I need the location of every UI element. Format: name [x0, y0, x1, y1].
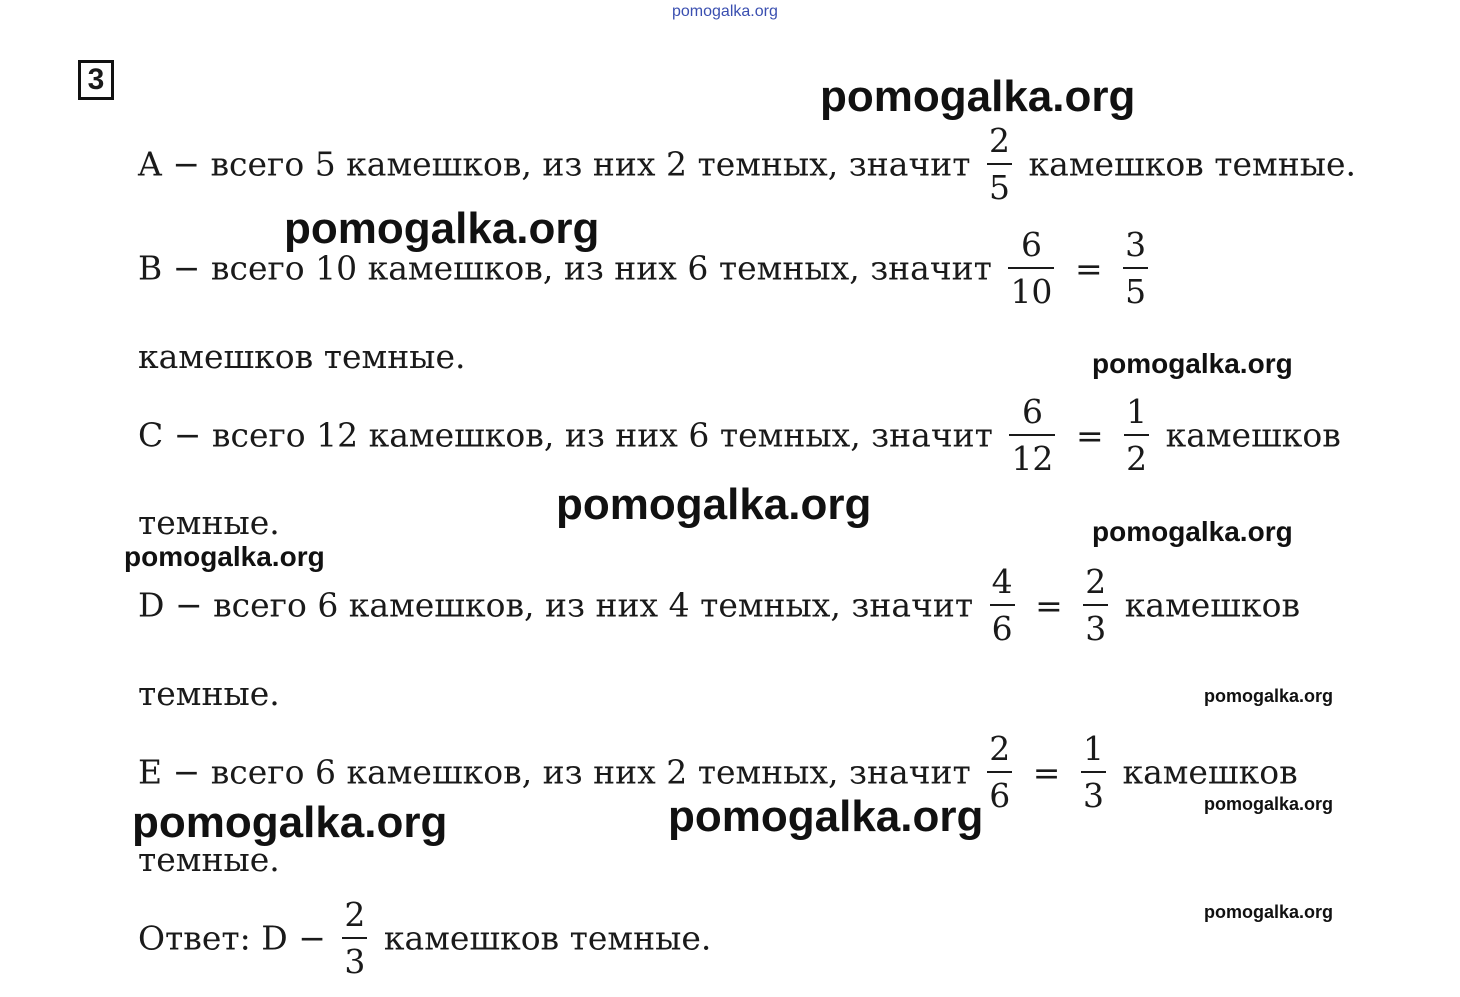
- line-b-continuation: камешков темные.: [138, 337, 466, 376]
- watermark: pomogalka.org: [1204, 794, 1334, 814]
- fraction-a: [987, 121, 1012, 207]
- line-a-text: A − всего 5 камешков, из них 2 темных, значит: [138, 144, 971, 184]
- fraction-b-1-numerator: 6: [1008, 228, 1054, 269]
- equals-sign: =: [1032, 752, 1061, 792]
- watermark: pomogalka.org: [668, 792, 984, 841]
- watermark: pomogalka.org: [1092, 348, 1293, 379]
- fraction-e-2: [1081, 729, 1106, 815]
- site-link[interactable]: pomogalka.org: [672, 3, 778, 20]
- answer-line: [138, 895, 712, 981]
- fraction-a-denominator: 5: [989, 168, 1011, 207]
- fraction-c-2-numerator: 1: [1124, 395, 1149, 436]
- watermark: pomogalka.org: [556, 480, 872, 529]
- answer-fraction-numerator: 2: [342, 898, 367, 939]
- fraction-d-1-denominator: 6: [991, 609, 1013, 648]
- fraction-e-2-numerator: 1: [1081, 732, 1106, 773]
- fraction-e-2-denominator: 3: [1082, 776, 1104, 815]
- line-d: [138, 562, 1301, 648]
- fraction-b-1-denominator: 10: [1010, 272, 1053, 311]
- line-c-continuation: темные.: [138, 503, 280, 542]
- fraction-d-2: [1083, 562, 1108, 648]
- fraction-d-2-denominator: 3: [1085, 609, 1107, 648]
- fraction-c-1-numerator: 6: [1009, 395, 1055, 436]
- line-c-text: C − всего 12 камешков, из них 6 темных, значит: [138, 415, 993, 455]
- fraction-b-2: [1123, 225, 1148, 311]
- line-e-text: E − всего 6 камешков, из них 2 темных, значит: [138, 752, 971, 792]
- watermark: pomogalka.org: [1204, 902, 1334, 922]
- line-d-continuation: темные.: [138, 674, 280, 713]
- line-b-text: B − всего 10 камешков, из них 6 темных, значит: [138, 248, 992, 288]
- line-a-tail: камешков темные.: [1028, 144, 1356, 184]
- equals-sign: =: [1075, 415, 1104, 455]
- line-e-tail: камешков: [1122, 752, 1298, 792]
- answer-fraction-denominator: 3: [344, 942, 366, 981]
- fraction-e-1-numerator: 2: [987, 732, 1012, 773]
- fraction-c-1: [1009, 392, 1055, 478]
- answer-fraction: [342, 895, 367, 981]
- fraction-d-2-numerator: 2: [1083, 565, 1108, 606]
- fraction-d-1-numerator: 4: [990, 565, 1015, 606]
- line-d-text: D − всего 6 камешков, из них 4 темных, значит: [138, 585, 974, 625]
- line-d-tail: камешков: [1124, 585, 1301, 625]
- fraction-e-1: [987, 729, 1012, 815]
- watermark: pomogalka.org: [132, 798, 448, 847]
- line-c: [138, 392, 1341, 478]
- equals-sign: =: [1074, 248, 1103, 288]
- fraction-d-1: [990, 562, 1015, 648]
- fraction-b-1: [1008, 225, 1054, 311]
- fraction-c-1-denominator: 12: [1011, 439, 1054, 478]
- fraction-c-2: [1124, 392, 1149, 478]
- task-number-box: 3: [78, 60, 114, 100]
- fraction-b-2-numerator: 3: [1123, 228, 1148, 269]
- line-e-continuation: темные.: [138, 840, 280, 879]
- watermark: pomogalka.org: [124, 541, 325, 572]
- watermark: pomogalka.org: [820, 72, 1136, 121]
- fraction-a-numerator: 2: [987, 124, 1012, 165]
- line-a: [138, 121, 1356, 207]
- answer-text: Ответ: D −: [138, 918, 326, 958]
- fraction-e-1-denominator: 6: [989, 776, 1011, 815]
- fraction-b-2-denominator: 5: [1125, 272, 1147, 311]
- watermark: pomogalka.org: [1204, 686, 1334, 706]
- answer-tail: камешков темные.: [383, 918, 712, 958]
- fraction-c-2-denominator: 2: [1126, 439, 1148, 478]
- equals-sign: =: [1035, 585, 1063, 625]
- line-c-tail: камешков: [1165, 415, 1341, 455]
- watermark: pomogalka.org: [284, 204, 600, 253]
- watermark: pomogalka.org: [1092, 516, 1293, 547]
